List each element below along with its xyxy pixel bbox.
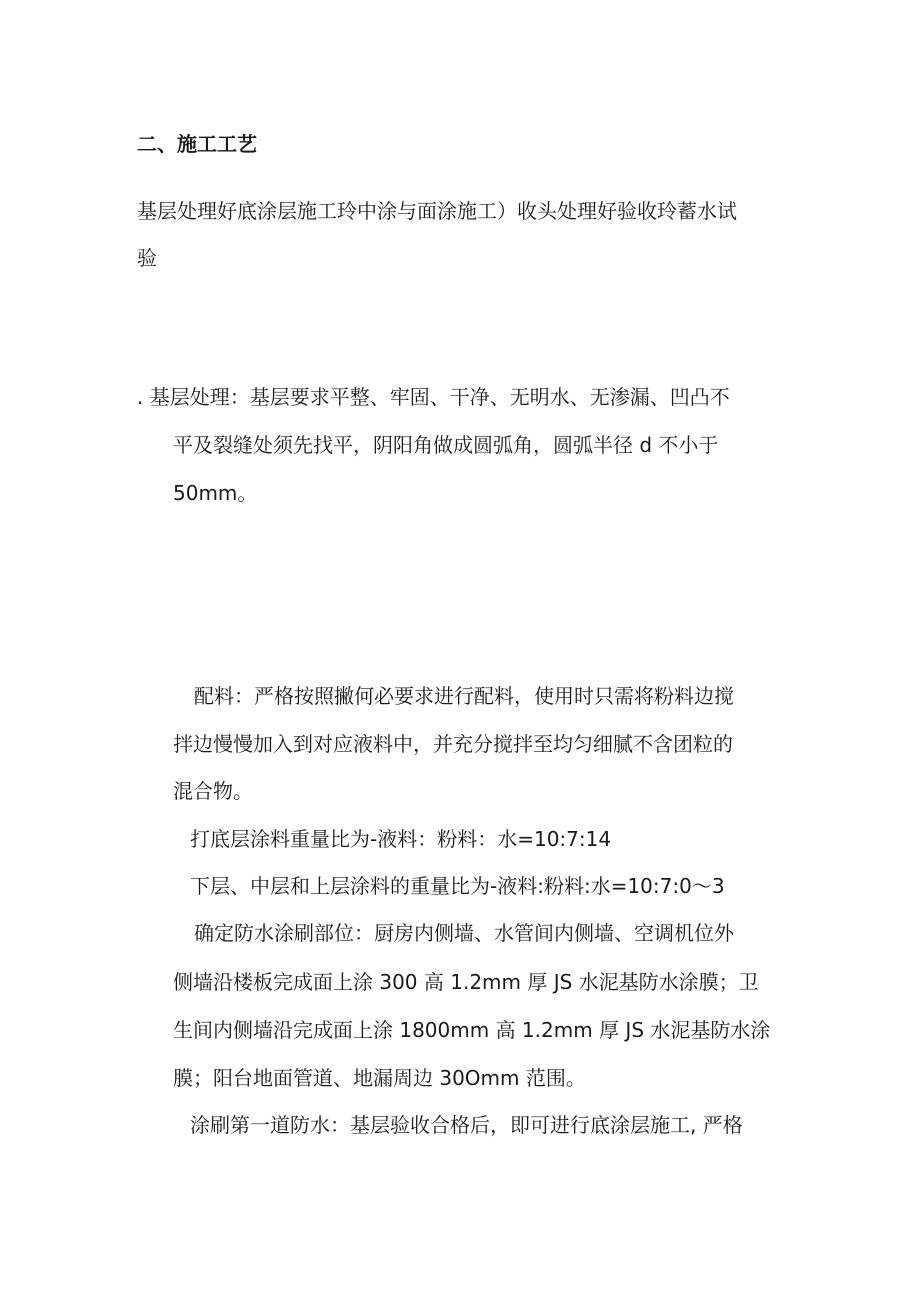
base-treatment-line-2: 平及裂缝处须先找平，阴阳角做成圆弧角，圆弧半径 d 不小于 [173,433,719,457]
first-coat-line-1: 涂刷第一道防水：基层验收合格后，即可进行底涂层施工, 严格 [190,1113,743,1137]
primer-ratio-line: 打底层涂料重量比为-液料：粉料：水=10:7:14 [190,827,612,851]
areas-line-4: 膜；阳台地面管道、地漏周边 30Omm 范围。 [173,1066,586,1090]
areas-line-1: 确定防水涂刷部位：厨房内侧墙、水管间内侧墙、空调机位外 [194,921,734,945]
section-heading: 二、施工工艺 [137,132,257,156]
base-treatment-line-3: 50mm。 [173,481,258,505]
mixing-line-2: 拌边慢慢加入到对应液料中，并充分搅拌至均匀细腻不含团粒的 [173,732,733,756]
process-flow-line-1: 基层处理好底涂层施工玲中涂与面涂施工）收头处理好验收玲蓄水试 [137,199,737,223]
areas-line-3: 生间内侧墙沿完成面上涂 1800mm 高 1.2mm 厚 JS 水泥基防水涂 [173,1018,771,1042]
process-flow-line-2: 验 [137,246,157,270]
layer-ratio-line: 下层、中层和上层涂料的重量比为-液料:粉料:水=10:7:0～3 [190,874,725,898]
mixing-line-1: 配料：严格按照撇何必要求进行配料，使用时只需将粉料边搅 [194,684,734,708]
areas-line-2: 侧墙沿楼板完成面上涂 300 高 1.2mm 厚 JS 水泥基防水涂膜；卫 [173,970,759,994]
mixing-line-3: 混合物。 [173,779,253,803]
base-treatment-line-1: . 基层处理：基层要求平整、牢固、干净、无明水、无渗漏、凹凸不 [137,385,730,409]
